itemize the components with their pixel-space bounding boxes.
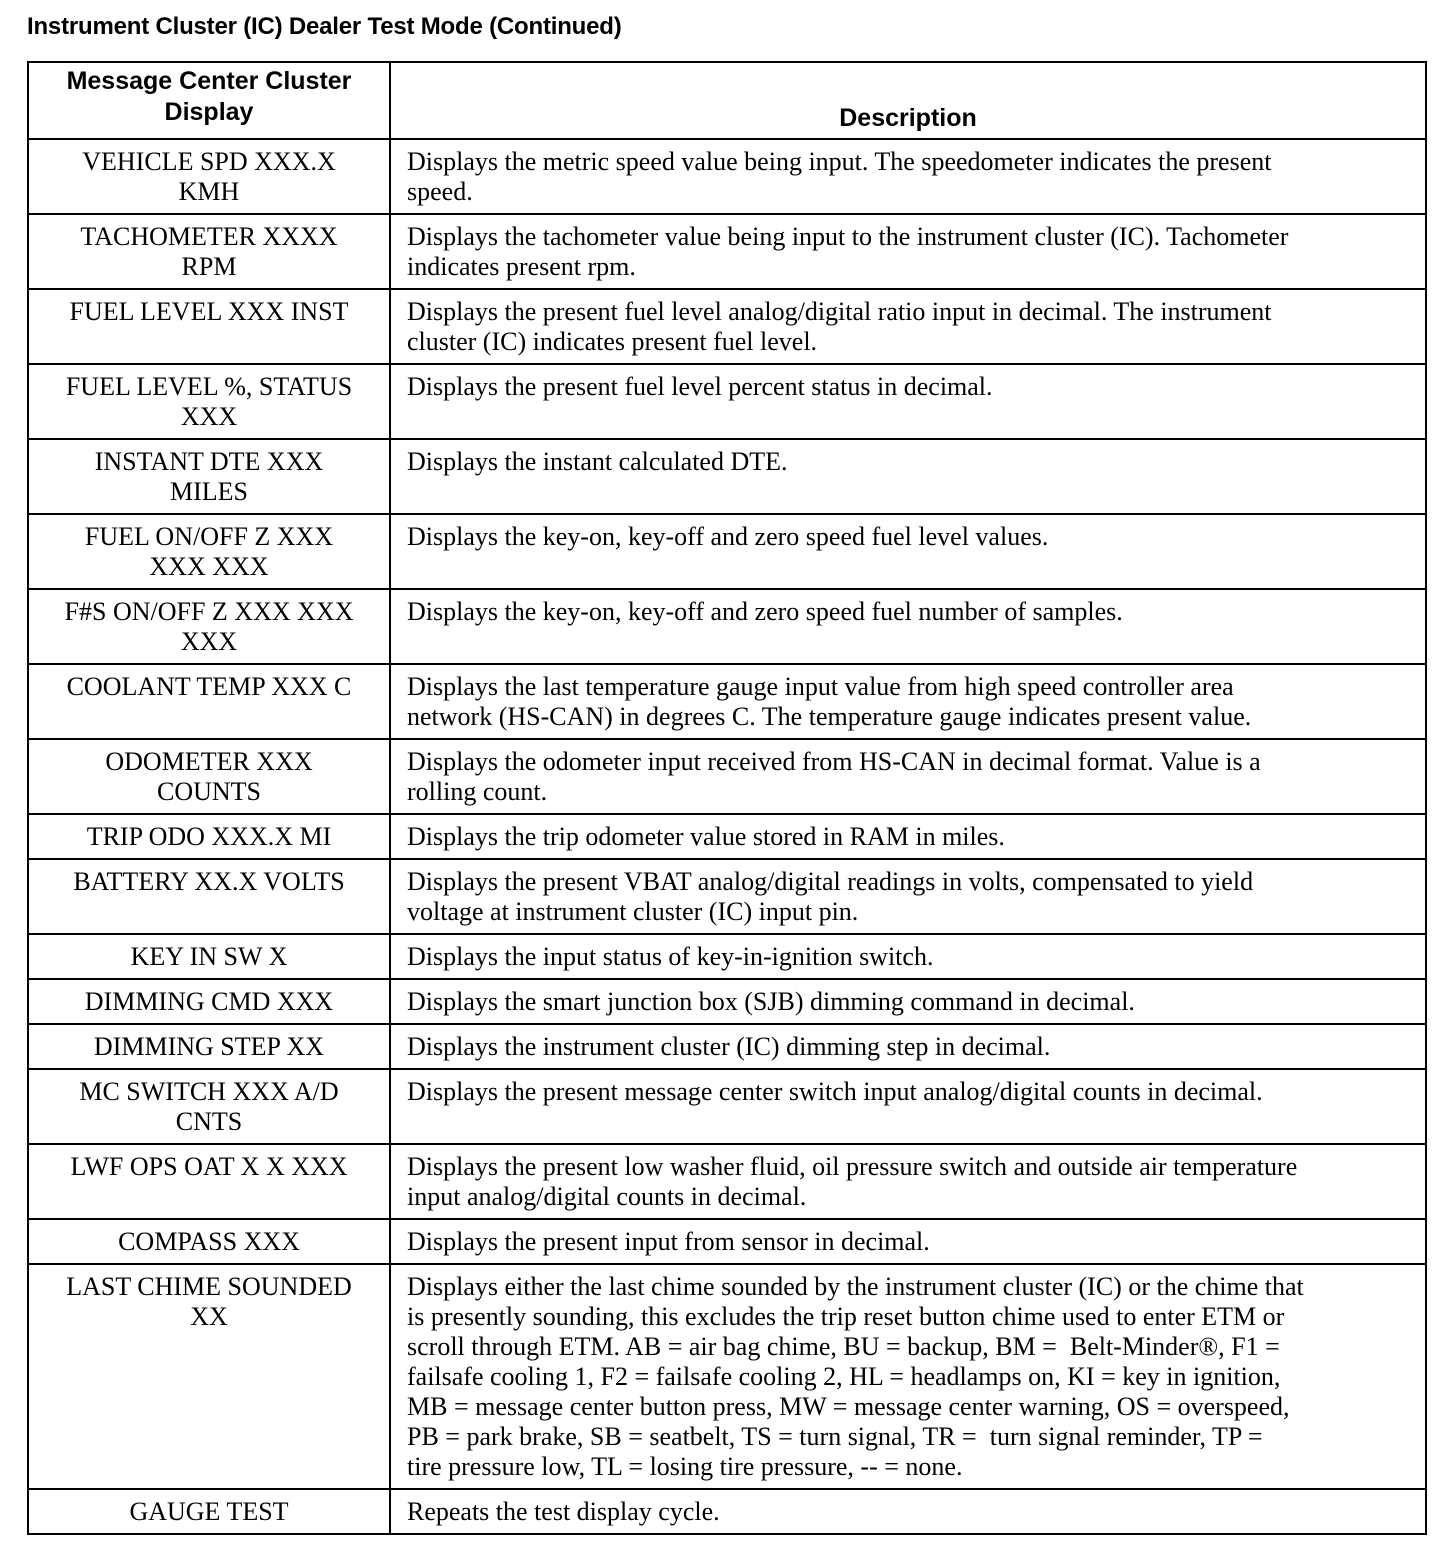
description-cell: Displays the smart junction box (SJB) dimming command in decimal. [390, 979, 1426, 1024]
description-cell: Displays the present fuel level analog/digital ratio input in decimal. The instrument cluster (IC) indicates present fuel level. [390, 289, 1426, 364]
table-row [28, 514, 1426, 589]
table-row [28, 1489, 1426, 1534]
page-title: Instrument Cluster (IC) Dealer Test Mode (Continued) [27, 13, 622, 40]
description-cell: Displays the present fuel level percent status in decimal. [390, 364, 1426, 439]
description-cell: Displays the last temperature gauge input value from high speed controller area network (HS-CAN) in degrees C. The temperature gauge indicates present value. [390, 664, 1426, 739]
table-row [28, 1144, 1426, 1219]
table-row [28, 214, 1426, 289]
description-cell: Repeats the test display cycle. [390, 1489, 1426, 1534]
table-row [28, 739, 1426, 814]
table-row [28, 1069, 1426, 1144]
message-center-display-cell: DIMMING STEP XX [28, 1024, 390, 1069]
table-row [28, 664, 1426, 739]
table-row [28, 934, 1426, 979]
message-center-display-cell: ODOMETER XXX COUNTS [28, 739, 390, 814]
message-center-display-cell: FUEL LEVEL XXX INST [28, 289, 390, 364]
message-center-display-cell: INSTANT DTE XXX MILES [28, 439, 390, 514]
message-center-display-cell: GAUGE TEST [28, 1489, 390, 1534]
message-center-display-cell: TACHOMETER XXXX RPM [28, 214, 390, 289]
message-center-display-cell: F#S ON/OFF Z XXX XXX XXX [28, 589, 390, 664]
description-cell: Displays the instrument cluster (IC) dimming step in decimal. [390, 1024, 1426, 1069]
message-center-display-cell: COOLANT TEMP XXX C [28, 664, 390, 739]
table-row [28, 1219, 1426, 1264]
message-center-display-cell: LAST CHIME SOUNDED XX [28, 1264, 390, 1489]
table-row [28, 859, 1426, 934]
message-center-display-cell: MC SWITCH XXX A/D CNTS [28, 1069, 390, 1144]
header-description: Description [390, 62, 1426, 139]
table-row [28, 979, 1426, 1024]
message-center-display-cell: BATTERY XX.X VOLTS [28, 859, 390, 934]
message-center-display-cell: DIMMING CMD XXX [28, 979, 390, 1024]
message-center-display-cell: COMPASS XXX [28, 1219, 390, 1264]
message-center-display-cell: LWF OPS OAT X X XXX [28, 1144, 390, 1219]
message-center-display-cell: FUEL ON/OFF Z XXX XXX XXX [28, 514, 390, 589]
description-cell: Displays the present low washer fluid, oil pressure switch and outside air temperature input analog/digital counts in decimal. [390, 1144, 1426, 1219]
message-center-display-cell: KEY IN SW X [28, 934, 390, 979]
table-row [28, 589, 1426, 664]
table-header-row [28, 62, 1426, 139]
dealer-test-mode-table [27, 61, 1427, 1535]
table-row [28, 1264, 1426, 1489]
description-cell: Displays the trip odometer value stored in RAM in miles. [390, 814, 1426, 859]
table-row [28, 364, 1426, 439]
table-row [28, 1024, 1426, 1069]
description-cell: Displays the present input from sensor in decimal. [390, 1219, 1426, 1264]
description-cell: Displays the odometer input received from HS-CAN in decimal format. Value is a rolling count. [390, 739, 1426, 814]
table-body [28, 139, 1426, 1534]
description-cell: Displays either the last chime sounded by the instrument cluster (IC) or the chime that is presently sounding, this excludes the trip reset button chime used to enter ETM or scroll through ETM. AB = air bag chime, BU = backup, BM = Belt-Minder®, F1 = failsafe cooling 1, F2 = failsafe cooling 2, HL = headlamps on, KI = key in ignition, MB = message center button press, MW = message center warning, OS = overspeed, PB = park brake, SB = seatbelt, TS = turn signal, TR = turn signal reminder, TP = tire pressure low, TL = losing tire pressure, -- = none. [390, 1264, 1426, 1489]
message-center-display-cell: FUEL LEVEL %, STATUS XXX [28, 364, 390, 439]
description-cell: Displays the tachometer value being input to the instrument cluster (IC). Tachometer indicates present rpm. [390, 214, 1426, 289]
message-center-display-cell: TRIP ODO XXX.X MI [28, 814, 390, 859]
table-row [28, 139, 1426, 214]
table-row [28, 814, 1426, 859]
description-cell: Displays the instant calculated DTE. [390, 439, 1426, 514]
description-cell: Displays the present VBAT analog/digital readings in volts, compensated to yield voltage at instrument cluster (IC) input pin. [390, 859, 1426, 934]
table-row [28, 439, 1426, 514]
description-cell: Displays the metric speed value being input. The speedometer indicates the present speed. [390, 139, 1426, 214]
description-cell: Displays the present message center switch input analog/digital counts in decimal. [390, 1069, 1426, 1144]
description-cell: Displays the key-on, key-off and zero speed fuel level values. [390, 514, 1426, 589]
description-cell: Displays the key-on, key-off and zero speed fuel number of samples. [390, 589, 1426, 664]
table-row [28, 289, 1426, 364]
header-display: Message Center Cluster Display [28, 62, 390, 139]
message-center-display-cell: VEHICLE SPD XXX.X KMH [28, 139, 390, 214]
description-cell: Displays the input status of key-in-ignition switch. [390, 934, 1426, 979]
